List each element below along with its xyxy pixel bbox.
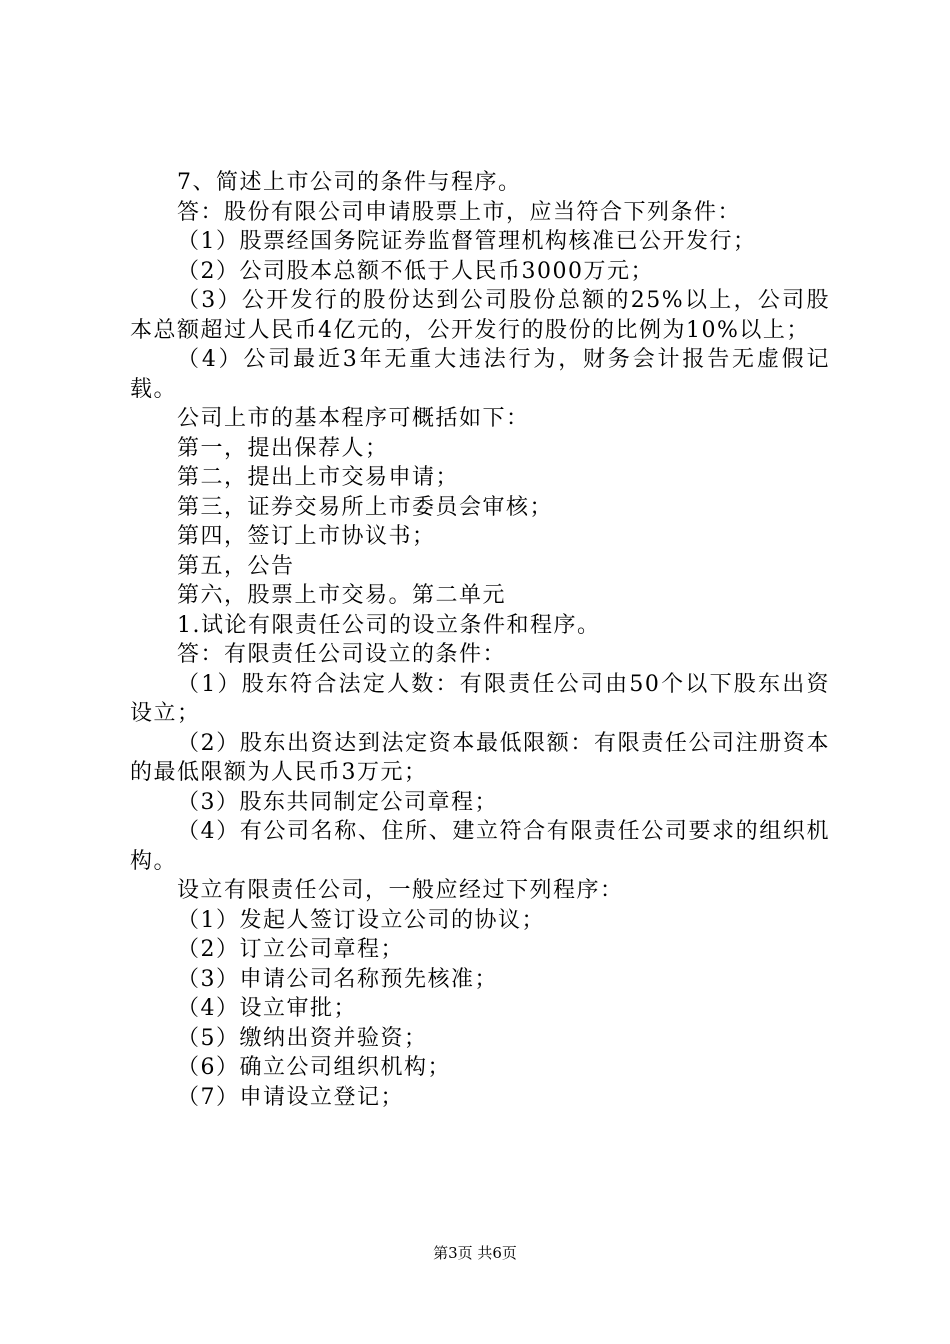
procedure-step-5: 第五，公告 xyxy=(177,553,295,579)
answer-intro: 答：股份有限公司申请股票上市，应当符合下列条件： xyxy=(177,199,742,225)
procedure-step-1: 第一，提出保荐人； xyxy=(177,435,389,461)
document-body xyxy=(130,168,830,1112)
llc-procedure-7: （7）申请设立登记； xyxy=(177,1084,404,1110)
procedure-step-3: 第三，证券交易所上市委员会审核； xyxy=(177,494,554,520)
question-heading-2: 1.试论有限责任公司的设立条件和程序。 xyxy=(177,612,601,638)
procedure-intro: 公司上市的基本程序可概括如下： xyxy=(177,406,530,431)
llc-condition-1: （1）股东符合法定人数：有限责任公司由50个以下股东出资设立； xyxy=(130,671,830,726)
procedure-step-4: 第四，签订上市协议书； xyxy=(177,524,436,549)
llc-procedure-2: （2）订立公司章程； xyxy=(177,937,404,962)
procedure-step-6: 第六，股票上市交易。第二单元 xyxy=(177,583,507,608)
procedure-step-2: 第二，提出上市交易申请； xyxy=(177,465,460,490)
llc-procedure-intro: 设立有限责任公司，一般应经过下列程序： xyxy=(177,878,624,903)
llc-condition-3: （3）股东共同制定公司章程； xyxy=(177,789,498,815)
condition-item-3: （3）公开发行的股份达到公司股份总额的25%以上，公司股本总额超过人民币4亿元的，公开发行的股份的比例为10%以上； xyxy=(130,288,830,343)
llc-procedure-4: （4）设立审批； xyxy=(177,996,357,1021)
llc-procedure-1: （1）发起人签订设立公司的协议； xyxy=(177,907,545,933)
question-heading: 7、简述上市公司的条件与程序。 xyxy=(177,170,522,195)
llc-condition-4: （4）有公司名称、住所、建立符合有限责任公司要求的组织机构。 xyxy=(130,819,830,874)
llc-procedure-3: （3）申请公司名称预先核准； xyxy=(177,966,498,992)
condition-item-1: （1）股票经国务院证券监督管理机构核准已公开发行； xyxy=(177,229,757,254)
condition-item-4: （4）公司最近3年无重大违法行为，财务会计报告无虚假记载。 xyxy=(130,347,830,402)
llc-procedure-6: （6）确立公司组织机构； xyxy=(177,1055,451,1080)
condition-item-2: （2）公司股本总额不低于人民币3000万元； xyxy=(177,258,654,284)
answer-intro-2: 答：有限责任公司设立的条件： xyxy=(177,642,507,667)
llc-condition-2: （2）股东出资达到法定资本最低限额：有限责任公司注册资本的最低限额为人民币3万元； xyxy=(130,730,830,785)
llc-procedure-5: （5）缴纳出资并验资； xyxy=(177,1025,428,1051)
page-number-footer: 第3页 共6页 xyxy=(433,1244,517,1262)
